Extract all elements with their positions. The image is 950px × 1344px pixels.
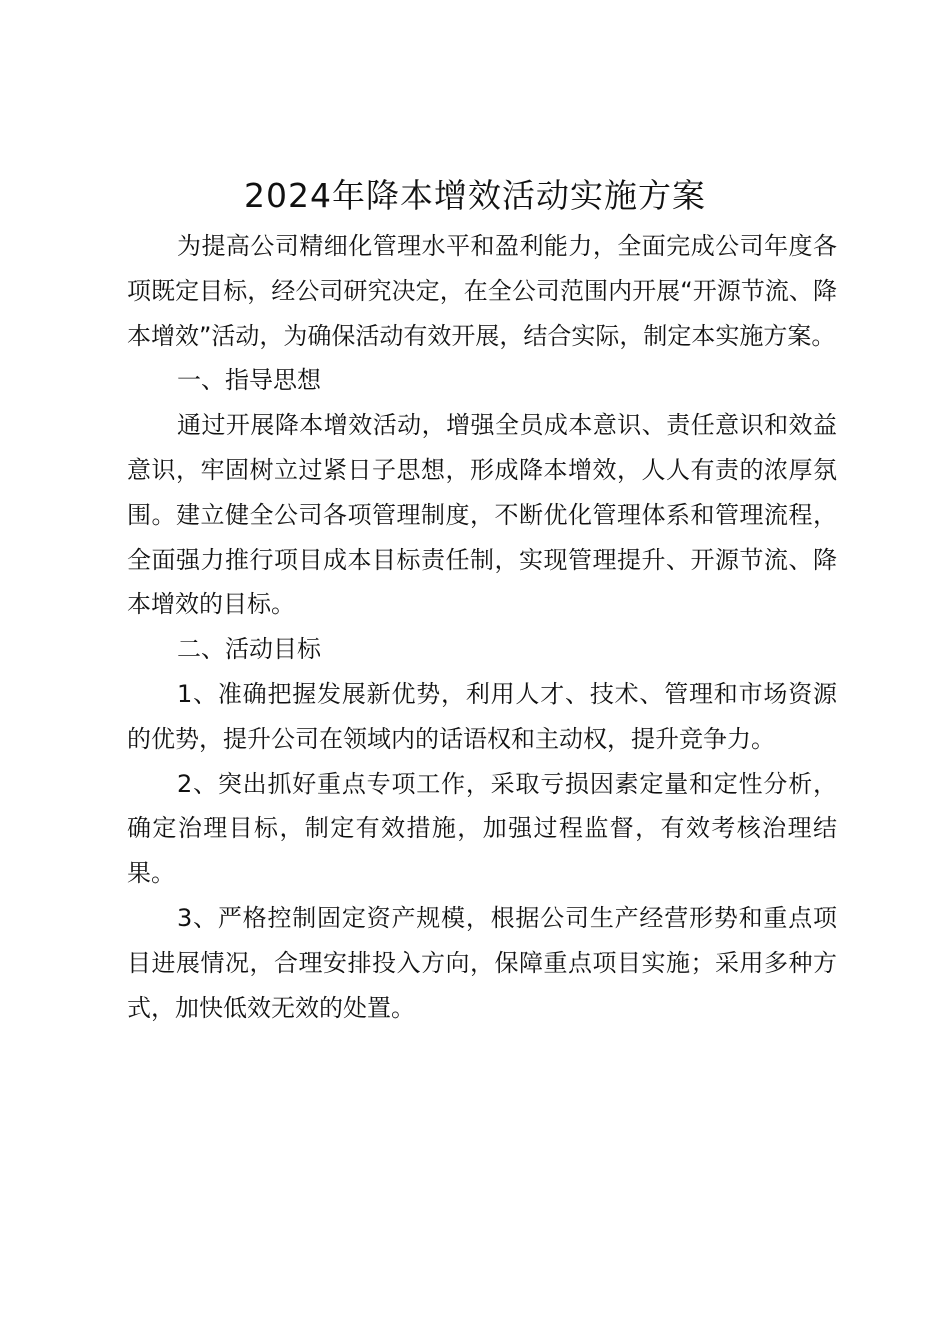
goal-item-2: 2、突出抓好重点专项工作，采取亏损因素定量和定性分析，确定治理目标，制定有效措施，加强过程监督，有效考核治理结果。 bbox=[127, 769, 837, 888]
document-body bbox=[127, 224, 837, 1030]
intro-paragraph: 为提高公司精细化管理水平和盈利能力，全面完成公司年度各项既定目标，经公司研究决定，在全公司范围内开展“开源节流、降本增效”活动，为确保活动有效开展，结合实际，制定本实施方案。 bbox=[127, 232, 837, 350]
goal-item-3: 3、严格控制固定资产规模，根据公司生产经营形势和重点项目进展情况，合理安排投入方向，保障重点项目实施；采用多种方式，加快低效无效的处置。 bbox=[127, 903, 837, 1022]
goal-item-1: 1、准确把握发展新优势，利用人才、技术、管理和市场资源的优势，提升公司在领域内的话语权和主动权，提升竞争力。 bbox=[127, 679, 837, 753]
section-heading-guiding-ideology: 一、指导思想 bbox=[177, 366, 321, 395]
document-title: 2024年降本增效活动实施方案 bbox=[244, 176, 706, 215]
section-heading-activity-goals: 二、活动目标 bbox=[177, 635, 321, 664]
guiding-ideology-paragraph: 通过开展降本增效活动，增强全员成本意识、责任意识和效益意识，牢固树立过紧日子思想，形成降本增效，人人有责的浓厚氛围。建立健全公司各项管理制度，不断优化管理体系和管理流程，全面强力推行项目成本目标责任制，实现管理提升、开源节流、降本增效的目标。 bbox=[127, 411, 837, 619]
